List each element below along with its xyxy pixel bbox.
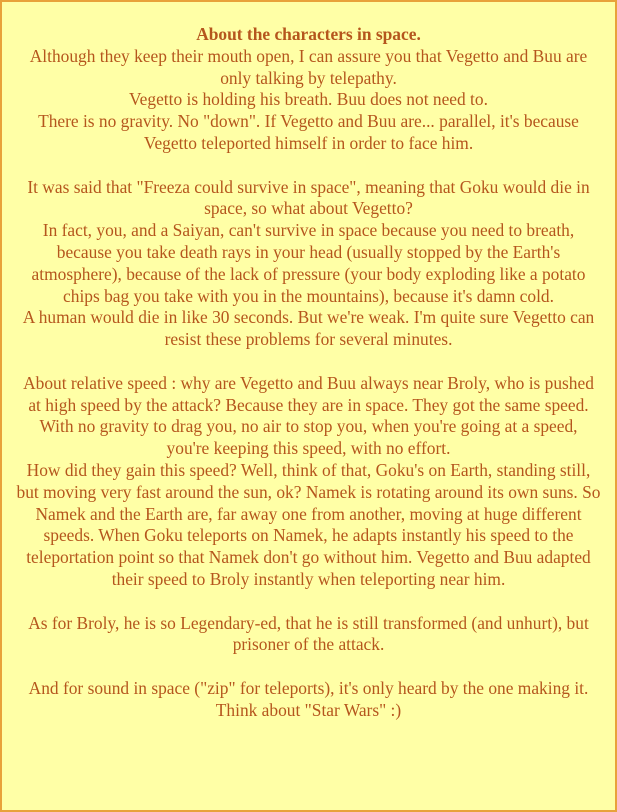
paragraph-sound: And for sound in space ("zip" for teleports), it's only heard by the one making it. Think about "Star Wars" :)	[28, 677, 589, 720]
paragraph-freeza: It was said that "Freeza could survive in space", meaning that Goku would die in space, so what about Vegetto?	[27, 176, 590, 219]
paragraph-broly: As for Broly, he is so Legendary-ed, that he is still transformed (and unhurt), but prisoner of the attack.	[28, 612, 589, 655]
paragraph-spacer	[16, 656, 601, 678]
paragraph-survival: In fact, you, and a Saiyan, can't survive in space because you need to breath, because you take death rays in your head (usually stopped by the Earth's atmosphere), because of the lack of pressure (your body exploding like a potato chips bag you take with you in the mountains), because it's damn cold.	[31, 220, 586, 306]
paragraph-breath: Vegetto is holding his breath. Buu does not need to.	[129, 89, 488, 110]
paragraph-relative-speed: About relative speed : why are Vegetto and Buu always near Broly, who is pushed at high speed by the attack? Because they are in space. They got the same speed.	[23, 372, 594, 415]
article-title: About the characters in space.	[196, 24, 421, 44]
paragraph-spacer	[16, 351, 601, 373]
paragraph-no-gravity: With no gravity to drag you, no air to stop you, when you're going at a speed, you're keeping this speed, with no effort.	[39, 416, 578, 459]
paragraph-gravity: There is no gravity. No "down". If Vegetto and Buu are... parallel, it's because Vegetto teleported himself in order to face him.	[38, 111, 579, 153]
paragraph-teleport-speed: How did they gain this speed? Well, think of that, Goku's on Earth, standing still, but moving very fast around the sun, ok? Namek is rotating around its own suns. So Namek and the Earth are, far away one from another, moving at huge different speeds. When Goku teleports on Namek, he adapts instantly his speed to the teleportation point so that Namek don't go without him. Vegetto and Buu adapted their speed to Broly instantly when teleporting near him.	[16, 459, 601, 589]
paragraph-spacer	[16, 155, 601, 177]
paragraph-spacer	[16, 591, 601, 613]
paragraph-telepathy: Although they keep their mouth open, I can assure you that Vegetto and Buu are only talking by telepathy.	[29, 45, 588, 88]
paragraph-human: A human would die in like 30 seconds. But we're weak. I'm quite sure Vegetto can resist these problems for several minutes.	[22, 307, 595, 350]
